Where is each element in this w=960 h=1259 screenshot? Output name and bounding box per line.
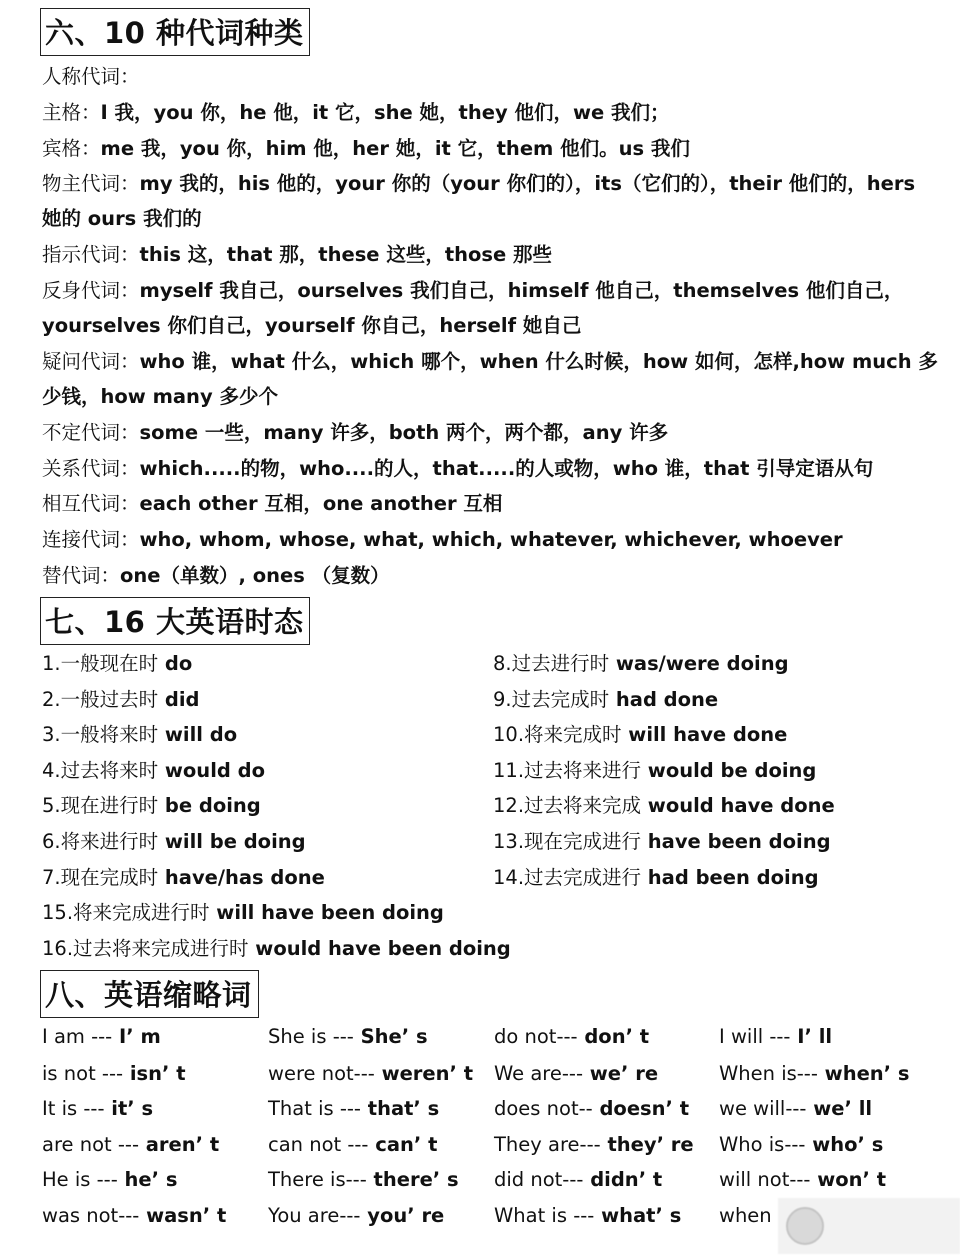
tense-name: 12.过去将来完成	[493, 794, 642, 817]
contraction-item	[719, 1203, 772, 1229]
contraction-full: will not---	[719, 1168, 811, 1191]
contraction-short: doesn’ t	[592, 1097, 690, 1120]
pronoun-line-label: 反身代词：	[42, 279, 140, 302]
contraction-short: won’ t	[810, 1168, 887, 1191]
pronoun-line-text: myself 我自己，ourselves 我们自己，himself 他自己，themselves 他们自己，	[139, 279, 904, 302]
contraction-short: isn’ t	[123, 1062, 186, 1085]
contraction-short: wasn’ t	[139, 1204, 227, 1227]
contraction-item	[42, 1132, 219, 1158]
contraction-full: were not---	[268, 1062, 375, 1085]
contraction-full: do not---	[494, 1025, 578, 1048]
contraction-item	[42, 1203, 226, 1229]
contraction-short: She’ s	[353, 1025, 428, 1048]
pronoun-line-text: 少钱，how many 多少个	[42, 385, 278, 408]
pronoun-line	[42, 100, 670, 126]
contraction-short: what’ s	[594, 1204, 682, 1227]
pronoun-line-text: who, whom, whose, what, which, whatever, whichever, whoever	[139, 528, 843, 551]
contraction-short: they’ re	[600, 1133, 694, 1156]
pronoun-line-text: yourselves 你们自己，yourself 你自己，herself 她自己	[42, 314, 582, 337]
tense-form: had been doing	[641, 866, 819, 889]
contraction-full: They are---	[494, 1133, 601, 1156]
pronoun-line-text: my 我的，his 他的，your 你的（your 你们的），its（它们的），their 他们的，hers	[139, 172, 916, 195]
tense-form: do	[158, 652, 193, 675]
pronoun-line	[42, 171, 915, 197]
tense-form: be doing	[158, 794, 261, 817]
contraction-full: That is ---	[268, 1097, 361, 1120]
pronoun-line-text: this 这，that 那，these 这些，those 那些	[139, 243, 553, 266]
pronoun-line-text: who 谁，what 什么，which 哪个，when 什么时候，how 如何，怎样,how much 多	[139, 350, 938, 373]
contraction-full: When is---	[719, 1062, 818, 1085]
contraction-full: can not ---	[268, 1133, 369, 1156]
tense-form: would have done	[641, 794, 835, 817]
pronoun-line	[42, 527, 843, 553]
contraction-short: there’ s	[366, 1168, 459, 1191]
tense-name: 8.过去进行时	[493, 652, 610, 675]
tense-item	[42, 936, 511, 962]
tense-name: 1.一般现在时	[42, 652, 159, 675]
contraction-item	[494, 1096, 689, 1122]
contraction-short: I’ ll	[790, 1025, 833, 1048]
contraction-full: There is---	[268, 1168, 367, 1191]
tense-name: 11.过去将来进行	[493, 759, 642, 782]
pronoun-line	[42, 313, 581, 339]
contraction-short: when’ s	[817, 1062, 910, 1085]
contraction-full: You are---	[268, 1204, 361, 1227]
contraction-item	[268, 1132, 437, 1158]
tense-name: 14.过去完成进行	[493, 866, 642, 889]
tense-item	[42, 758, 265, 784]
contraction-short: aren’ t	[138, 1133, 220, 1156]
pronoun-line	[42, 242, 552, 268]
pronoun-line-label: 指示代词：	[42, 243, 140, 266]
tense-item	[493, 829, 831, 855]
contraction-item	[719, 1132, 883, 1158]
tense-item	[42, 722, 237, 748]
tense-form: would do	[158, 759, 265, 782]
contraction-item	[494, 1132, 694, 1158]
tense-form: did	[158, 688, 200, 711]
tense-item	[42, 651, 192, 677]
contraction-item	[268, 1203, 444, 1229]
tense-item	[42, 687, 200, 713]
pronoun-line	[42, 491, 502, 517]
contraction-full: She is ---	[268, 1025, 354, 1048]
tense-name: 9.过去完成时	[493, 688, 610, 711]
contraction-full: are not ---	[42, 1133, 139, 1156]
tense-item	[42, 900, 444, 926]
pronoun-line	[42, 206, 202, 232]
tense-item	[42, 829, 306, 855]
contraction-item	[494, 1167, 662, 1193]
contraction-item	[719, 1096, 872, 1122]
tense-name: 16.过去将来完成进行时	[42, 937, 249, 960]
tense-name: 13.现在完成进行	[493, 830, 642, 853]
tense-item	[42, 865, 325, 891]
pronoun-line	[42, 420, 668, 446]
pronoun-line-label: 物主代词：	[42, 172, 140, 195]
pronoun-line	[42, 278, 903, 304]
tense-item	[493, 687, 718, 713]
pronoun-line-label: 主格：	[42, 101, 101, 124]
tense-name: 4.过去将来时	[42, 759, 159, 782]
contraction-item	[494, 1061, 658, 1087]
pronoun-line-label: 疑问代词：	[42, 350, 140, 373]
pronoun-line	[42, 349, 938, 375]
pronoun-line-text: which.....的物，who....的人，that.....的人或物，who 谁，that 引导定语从句	[139, 457, 874, 480]
tense-item	[493, 651, 789, 677]
tense-item	[493, 722, 787, 748]
contraction-item	[268, 1096, 439, 1122]
tense-form: would be doing	[641, 759, 817, 782]
contraction-short: don’ t	[577, 1025, 650, 1048]
contraction-full: What is ---	[494, 1204, 595, 1227]
contraction-full: I am ---	[42, 1025, 113, 1048]
contraction-short: I’ m	[112, 1025, 161, 1048]
contraction-short: can’ t	[368, 1133, 438, 1156]
pronoun-line	[42, 563, 390, 589]
tense-name: 15.将来完成进行时	[42, 901, 210, 924]
contraction-item	[719, 1061, 910, 1087]
contraction-short: we’ ll	[806, 1097, 873, 1120]
contraction-short: he’ s	[117, 1168, 178, 1191]
tense-item	[42, 793, 261, 819]
contraction-short: who’ s	[805, 1133, 884, 1156]
tense-form: was/were doing	[609, 652, 789, 675]
tense-name: 10.将来完成时	[493, 723, 622, 746]
contraction-short: didn’ t	[583, 1168, 663, 1191]
contraction-item	[268, 1061, 473, 1087]
tense-name: 2.一般过去时	[42, 688, 159, 711]
pronoun-line-text: me 我，you 你，him 他，her 她，it 它，them 他们。us 我们	[100, 137, 690, 160]
pronoun-line-label: 连接代词：	[42, 528, 140, 551]
contraction-item	[494, 1024, 649, 1050]
contraction-short: that’ s	[360, 1097, 440, 1120]
pronoun-line	[42, 136, 690, 162]
contraction-item	[268, 1024, 428, 1050]
pronoun-line-text: one（单数）, ones （复数）	[120, 564, 390, 587]
contraction-full: we will---	[719, 1097, 807, 1120]
contraction-full: did not---	[494, 1168, 584, 1191]
tense-form: would have been doing	[248, 937, 511, 960]
pronoun-line-label: 宾格：	[42, 137, 101, 160]
contraction-item	[719, 1024, 832, 1050]
contraction-short: you’ re	[360, 1204, 445, 1227]
watermark	[778, 1198, 960, 1254]
tense-form: will have done	[621, 723, 788, 746]
tense-name: 6.将来进行时	[42, 830, 159, 853]
pronoun-line-label: 不定代词：	[42, 421, 140, 444]
contraction-item	[719, 1167, 886, 1193]
tense-form: will have been doing	[209, 901, 444, 924]
contraction-item	[268, 1167, 459, 1193]
pronoun-line	[42, 384, 278, 410]
tense-item	[493, 865, 819, 891]
contraction-item	[42, 1024, 161, 1050]
contraction-full: We are---	[494, 1062, 583, 1085]
pronoun-line	[42, 456, 873, 482]
tense-form: will be doing	[158, 830, 306, 853]
contraction-full: I will ---	[719, 1025, 791, 1048]
tense-item	[493, 793, 835, 819]
tense-form: had done	[609, 688, 719, 711]
pronoun-line-text: some 一些，many 许多，both 两个，两个都，any 许多	[139, 421, 669, 444]
tense-form: have/has done	[158, 866, 325, 889]
contraction-full: Who is---	[719, 1133, 806, 1156]
contraction-full: when	[719, 1204, 772, 1227]
contraction-full: is not ---	[42, 1062, 124, 1085]
contraction-full: does not--	[494, 1097, 593, 1120]
contraction-item	[42, 1061, 186, 1087]
section-title-tenses: 七、16 大英语时态	[40, 597, 310, 645]
tense-name: 5.现在进行时	[42, 794, 159, 817]
contraction-short: we’ re	[582, 1062, 659, 1085]
contraction-short: it’ s	[104, 1097, 154, 1120]
pronoun-line-label: 关系代词：	[42, 457, 140, 480]
section-title-pronouns: 六、10 种代词种类	[40, 8, 310, 56]
section-title-contractions: 八、英语缩略词	[40, 970, 259, 1018]
pronoun-line-text: 她的 ours 我们的	[42, 207, 202, 230]
tense-form: have been doing	[641, 830, 831, 853]
weibo-logo-icon	[786, 1207, 824, 1245]
contraction-full: was not---	[42, 1204, 140, 1227]
pronouns-intro: 人称代词：	[42, 65, 140, 88]
tense-form: will do	[158, 723, 238, 746]
pronoun-line-text: I 我，you 你，he 他，it 它，she 她，they 他们，we 我们；	[100, 101, 670, 124]
pronoun-line-label: 相互代词：	[42, 492, 140, 515]
pronoun-line-label: 替代词：	[42, 564, 121, 587]
contraction-item	[42, 1167, 177, 1193]
contraction-item	[494, 1203, 681, 1229]
contraction-full: It is ---	[42, 1097, 105, 1120]
tense-name: 3.一般将来时	[42, 723, 159, 746]
tense-name: 7.现在完成时	[42, 866, 159, 889]
contraction-full: He is ---	[42, 1168, 118, 1191]
tense-item	[493, 758, 816, 784]
contraction-short: weren’ t	[374, 1062, 474, 1085]
contraction-item	[42, 1096, 153, 1122]
pronoun-line-text: each other 互相，one another 互相	[139, 492, 503, 515]
